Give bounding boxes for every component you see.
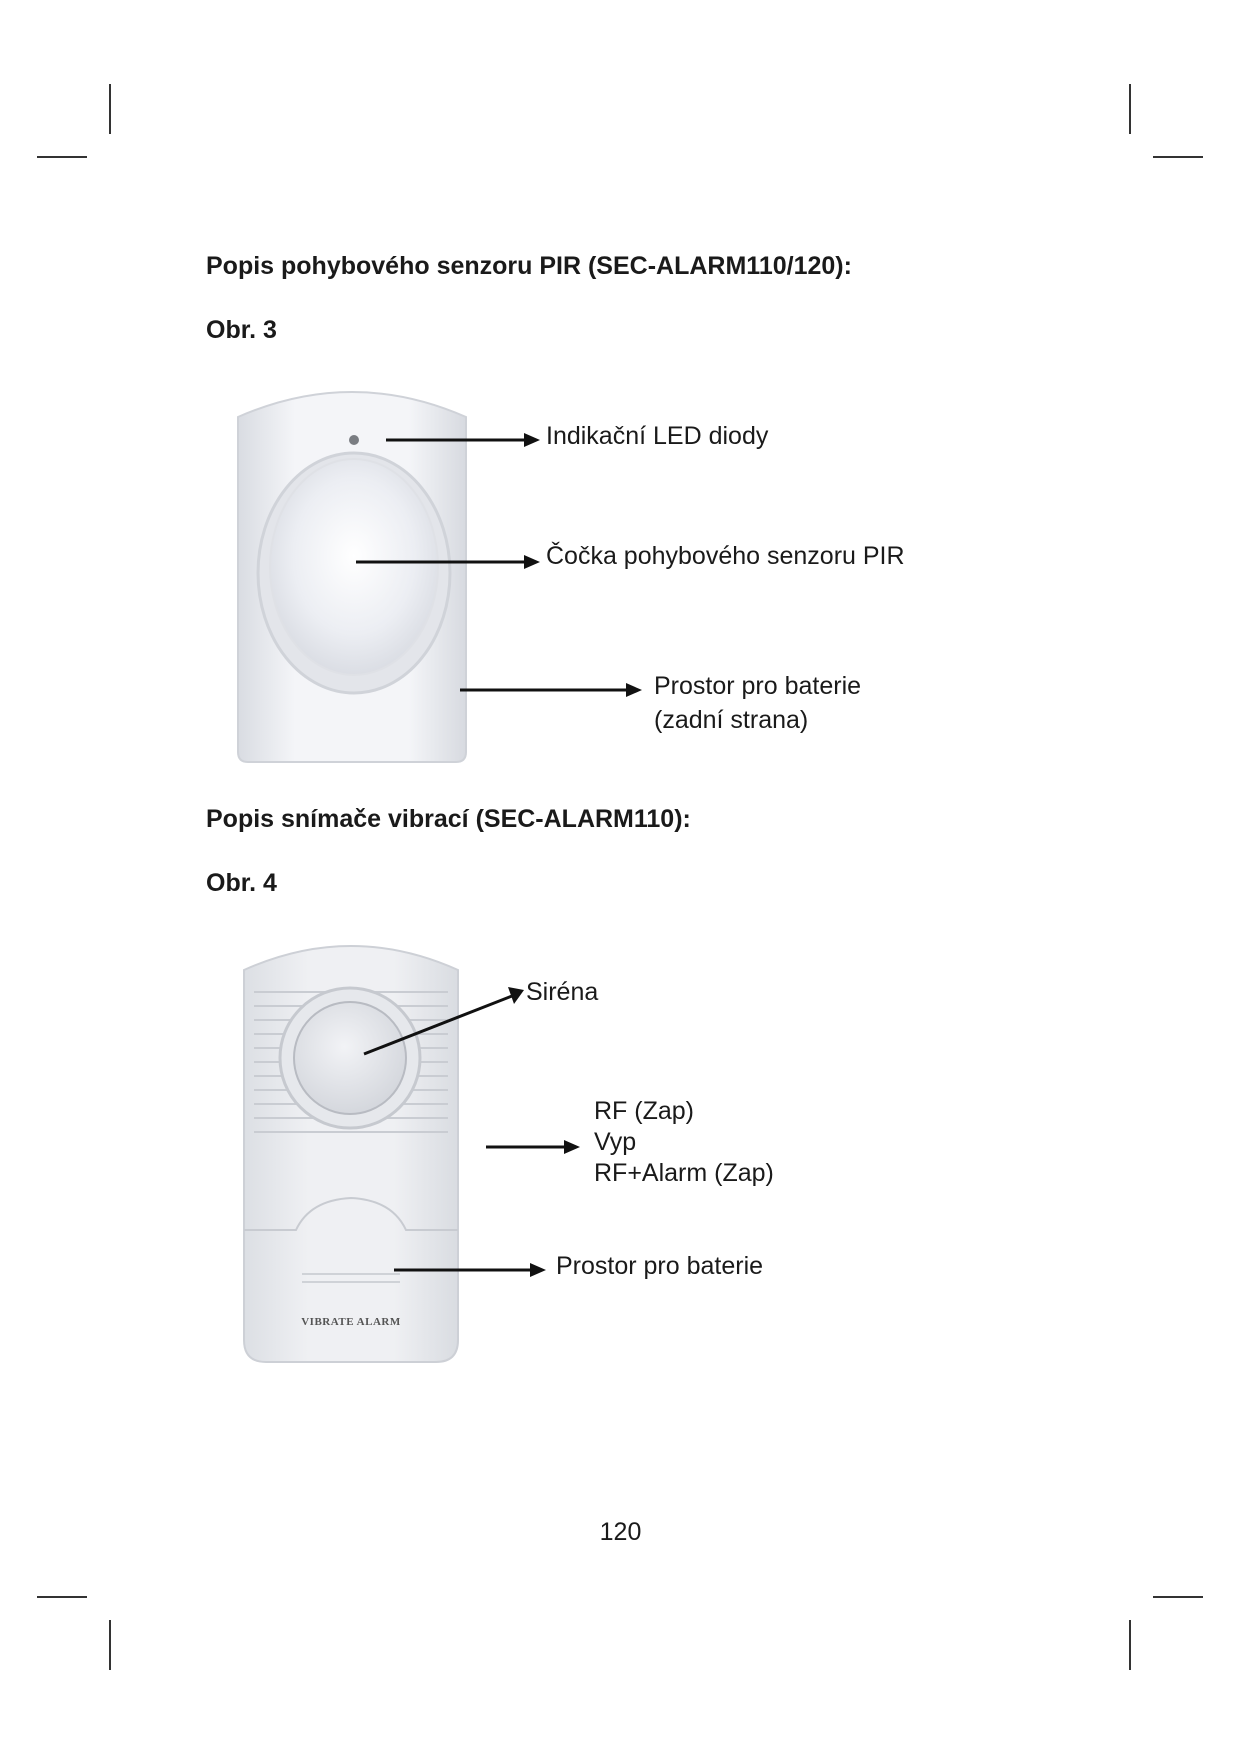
crop-mark-top-right-vertical [1129, 84, 1131, 134]
callout-rf-alarm-on: RF+Alarm (Zap) [594, 1159, 774, 1187]
crop-mark-bottom-left-horizontal [37, 1596, 87, 1598]
callout-pir-battery-line1: Prostor pro baterie [654, 672, 862, 700]
pir-led-indicator [349, 435, 359, 445]
arrow-siren [362, 984, 532, 1074]
crop-mark-bottom-right-vertical [1129, 1620, 1131, 1670]
arrow-pir-lens [354, 552, 544, 572]
arrow-led [384, 430, 544, 450]
page-number: 120 [599, 1518, 642, 1546]
callout-rf-on: RF (Zap) [594, 1097, 694, 1125]
crop-mark-top-right-horizontal [1153, 156, 1203, 158]
vibration-section-heading: Popis snímače vibrací (SEC-ALARM110): [206, 805, 691, 833]
callout-pir-battery [654, 669, 861, 737]
callout-pir-battery-line2: (zadní strana) [654, 706, 809, 734]
callout-pir-lens: Čočka pohybového senzoru PIR [546, 542, 905, 570]
arrow-pir-battery [458, 680, 648, 700]
vibrate-alarm-brand-text: VIBRATE ALARM [301, 1316, 401, 1328]
arrow-vibration-battery [392, 1260, 552, 1280]
figure-3-label: Obr. 3 [206, 316, 277, 344]
callout-led-diodes: Indikační LED diody [546, 422, 769, 450]
pir-section-heading: Popis pohybového senzoru PIR (SEC-ALARM110/120): [206, 252, 852, 280]
crop-mark-top-left-horizontal [37, 156, 87, 158]
crop-mark-top-left-vertical [109, 84, 111, 134]
crop-mark-bottom-left-vertical [109, 1620, 111, 1670]
callout-off: Vyp [594, 1128, 637, 1156]
arrow-rf-switch [484, 1137, 584, 1157]
callout-vibration-battery: Prostor pro baterie [556, 1252, 764, 1280]
callout-rf-switch [594, 1096, 774, 1189]
crop-mark-bottom-right-horizontal [1153, 1596, 1203, 1598]
callout-siren: Siréna [526, 978, 599, 1006]
figure-4-label: Obr. 4 [206, 869, 277, 897]
